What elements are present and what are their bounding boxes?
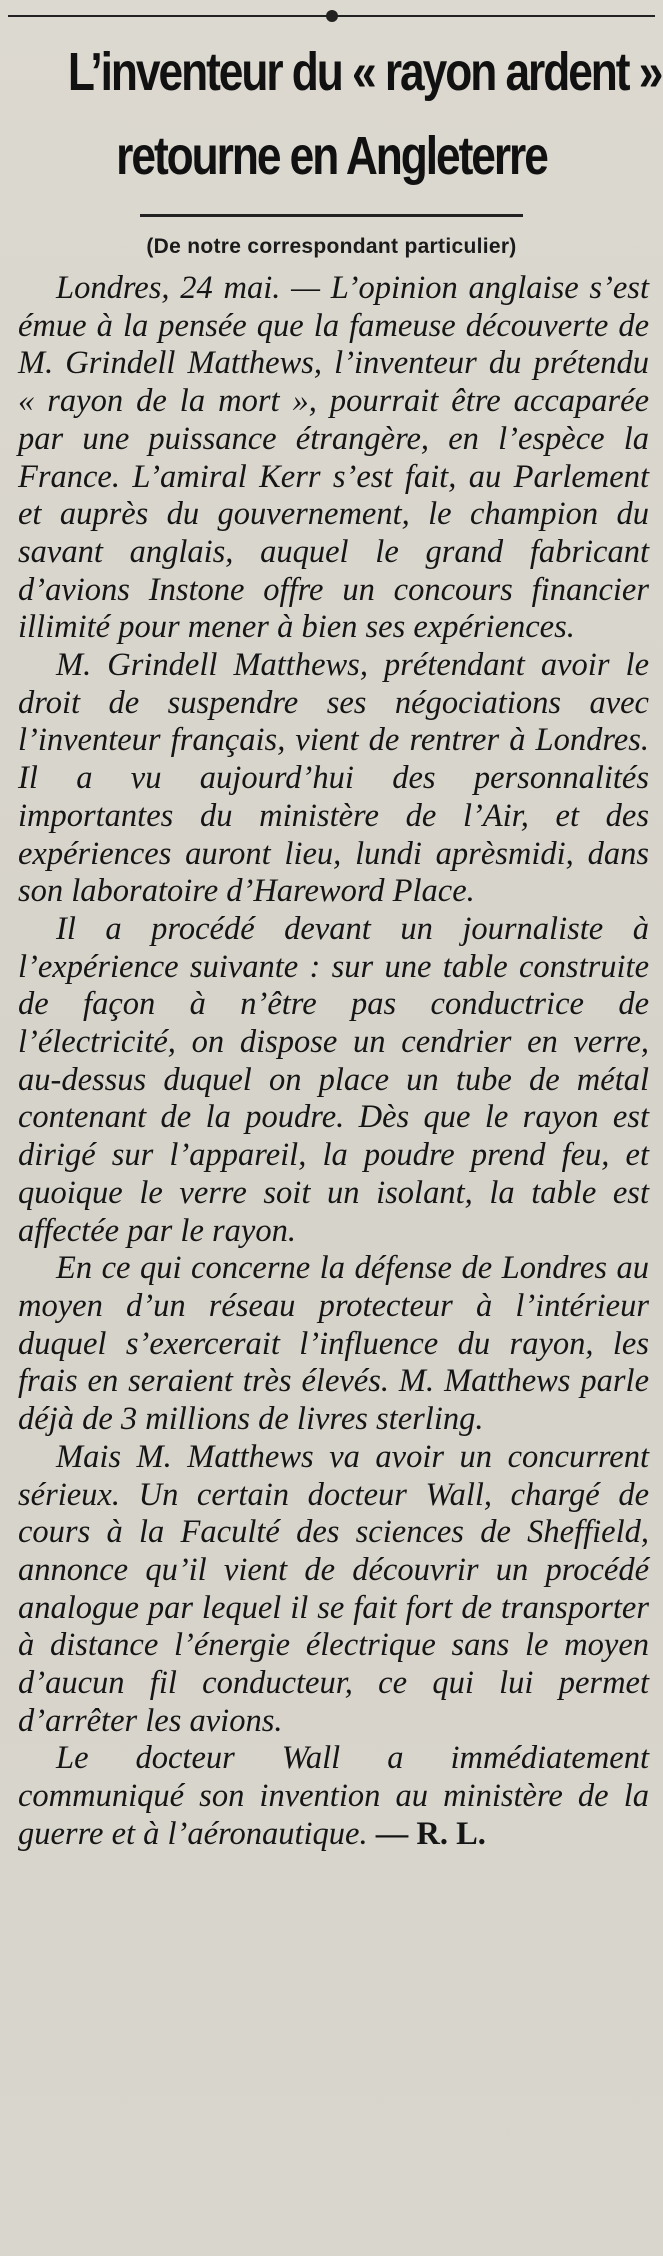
paragraph-3: Il a procédé devant un journaliste à l’expérience suivante : sur une table construite de façon à n’être pas conductrice de l’électricité, on dispose un cendrier en verre, au-dessus duquel on place un tube de métal contenant de la poudre. Dès que le rayon est dirigé sur l’appareil, la poudre prend feu, et quoique le verre soit un isolant, la table est affectée par le rayon.: [18, 910, 649, 1249]
paragraph-6: [18, 1740, 649, 1853]
top-ornament-rule: [0, 10, 663, 22]
headline-line-2: retourne en Angleterre: [116, 126, 547, 186]
byline: (De notre correspondant particulier): [146, 235, 517, 258]
top-rule-dot: [326, 10, 338, 22]
paragraph-5: Mais M. Matthews va avoir un concurrent sérieux. Un certain docteur Wall, chargé de cours à la Faculté des sciences de Sheffield, annonce qu’il vient de découvrir un procédé analogue par lequel il se fait fort de transporter à distance l’énergie électrique sans le moyen d’aucun fil conducteur, ce qui lui permet d’arrêter les avions.: [18, 1438, 649, 1739]
paragraph-1: Londres, 24 mai. — L’opinion anglaise s’est émue à la pensée que la fameuse découverte de M. Grindell Matthews, l’inventeur du prétendu « rayon de la mort », pourrait être accaparée par une puissance étrangère, en l’espèce la France. L’amiral Kerr s’est fait, au Parlement et auprès du gouvernement, le champion du savant anglais, auquel le grand fabricant d’avions Instone offre un concours financier illimité pour mener à bien ses expériences.: [18, 270, 649, 646]
article-body: [18, 270, 649, 1854]
headline-line-1: L’inventeur du « rayon ardent »: [67, 42, 662, 102]
signature: — R. L.: [375, 1815, 486, 1852]
paragraph-6-text: Le docteur Wall a immédiatement communiqué son invention au ministère de la guerre et à l’aéronautique.: [18, 1740, 649, 1852]
headline-divider: [140, 214, 523, 217]
paragraph-4: En ce qui concerne la défense de Londres au moyen d’un réseau protecteur à l’intérieur duquel s’exercerait l’influence du rayon, les frais en seraient très élevés. M. Matthews parle déjà de 3 millions de livres sterling.: [18, 1250, 649, 1438]
paragraph-2: M. Grindell Matthews, prétendant avoir le droit de suspendre ses négociations avec l’inventeur français, vient de rentrer à Londres. Il a vu aujourd’hui des personnalités importantes du ministère de l’Air, et des expériences auront lieu, lundi aprèsmidi, dans son laboratoire d’Hareword Place.: [18, 647, 649, 910]
headline: [67, 30, 662, 198]
